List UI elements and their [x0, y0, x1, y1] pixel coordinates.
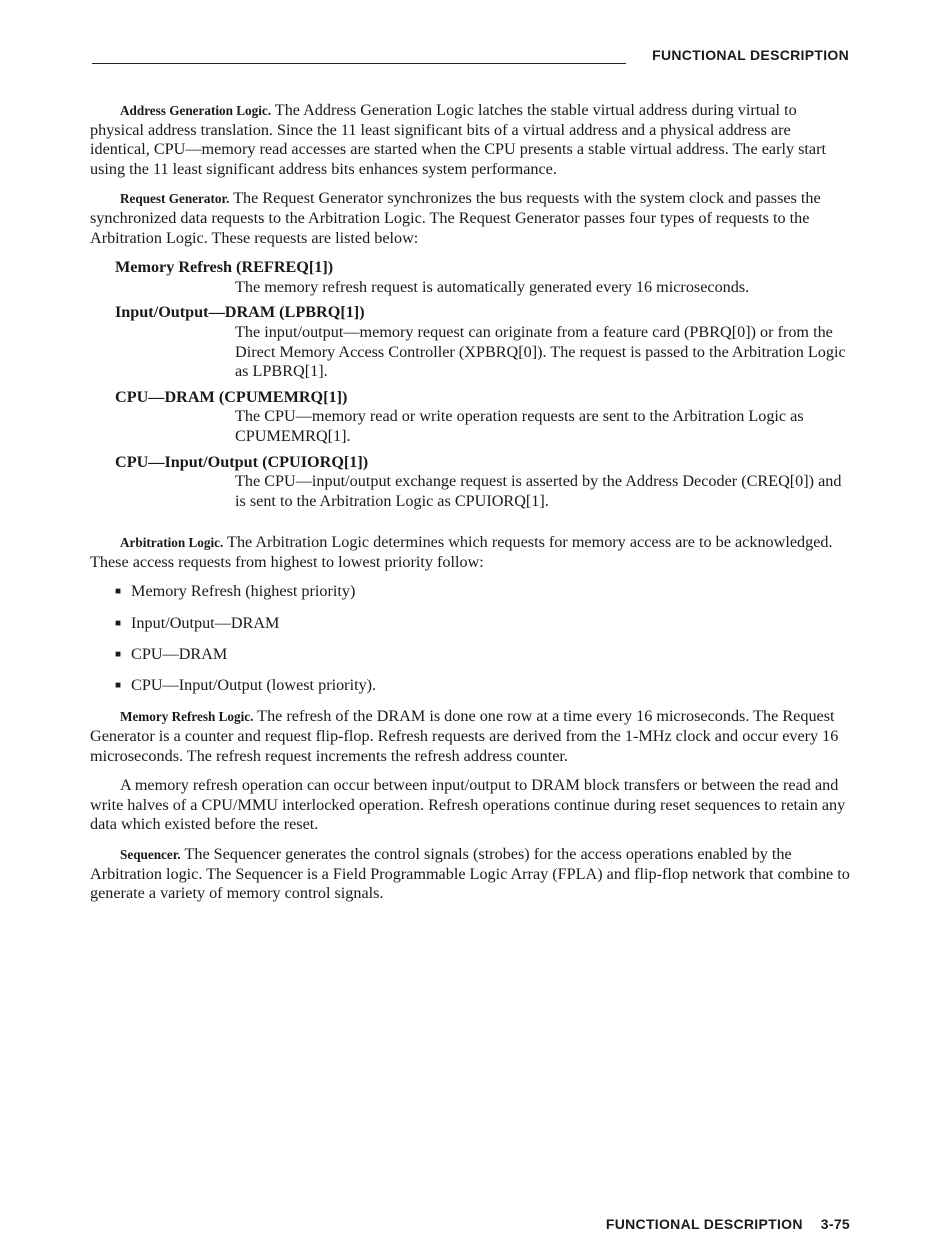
paragraph-text: The Arbitration Logic determines which requests for memory access are to be acknowledged. These access requests from highest to lowest priority follow: [90, 533, 833, 571]
list-item: ■ CPU—Input/Output (lowest priority). [115, 676, 850, 698]
run-in-heading: Memory Refresh Logic. [120, 709, 254, 725]
definition-term: CPU—DRAM (CPUMEMRQ[1]) [115, 387, 348, 406]
running-header: FUNCTIONAL DESCRIPTION [652, 47, 849, 63]
paragraph-text: The Sequencer generates the control signals (strobes) for the access operations enabled by the Arbitration logic. The Sequencer is a Field Programmable Logic Array (FPLA) and flip-flop network that combine to generate a variety of memory control signals. [90, 844, 850, 903]
paragraph-address-generation [90, 101, 850, 179]
run-in-heading: Sequencer. [120, 846, 181, 862]
list-item: ■ CPU—DRAM [115, 645, 850, 667]
definition-term: Input/Output—DRAM (LPBRQ[1]) [115, 303, 365, 322]
request-definition-list [115, 258, 850, 511]
paragraph-sequencer [90, 845, 850, 904]
definition-term: Memory Refresh (REFREQ[1]) [115, 258, 334, 277]
paragraph-arbitration-logic [90, 533, 850, 572]
definition-description: The CPU—memory read or write operation requests are sent to the Arbitration Logic as CPUMEMRQ[1]. [235, 407, 804, 445]
run-in-heading: Arbitration Logic. [120, 535, 224, 551]
priority-list [115, 582, 850, 697]
definition-description: The input/output—memory request can originate from a feature card (PBRQ[0]) or from the Direct Memory Access Controller (XPBRQ[0]). The request is passed to the Arbitration Logic as LPBRQ[1]. [235, 322, 846, 381]
paragraph-text: The refresh of the DRAM is done one row at a time every 16 microseconds. The Request Generator is a counter and request flip-flop. Refresh requests are derived from the 1-MHz clock and occur every 16 microseconds. The refresh request increments the refresh address counter. [90, 707, 839, 765]
definition-term: CPU—Input/Output (CPUIORQ[1]) [115, 452, 369, 471]
paragraph-refresh-operation: A memory refresh operation can occur between input/output to DRAM block transfers or between the read and write halves of a CPU/MMU interlocked operation. Refresh operations continue during reset sequences to retain any data which existed before the reset. [90, 776, 846, 834]
page-number: 3-75 [820, 1216, 850, 1232]
list-item: ■ Input/Output—DRAM [115, 614, 850, 636]
definition-description: The memory refresh request is automatically generated every 16 microseconds. [235, 277, 750, 296]
paragraph-request-generator [90, 189, 850, 248]
list-item: ■ Memory Refresh (highest priority) [115, 582, 850, 604]
definition-description: The CPU—input/output exchange request is asserted by the Address Decoder (CREQ[0]) and is sent to the Arbitration Logic as CPUIORQ[1]. [235, 472, 842, 510]
page-footer [606, 1216, 850, 1232]
run-in-heading: Request Generator. [120, 191, 230, 207]
paragraph-text: The Request Generator synchronizes the bus requests with the system clock and passes the synchronized data requests to the Arbitration Logic. The Request Generator passes four types of requests to the Arbitration Logic. These requests are listed below: [90, 189, 821, 247]
page-body [90, 101, 850, 914]
header-rule [92, 63, 626, 64]
paragraph-memory-refresh-logic [90, 707, 850, 766]
run-in-heading: Address Generation Logic. [120, 103, 272, 118]
paragraph-text: The Address Generation Logic latches the stable virtual address during virtual to physical address translation. Since the 11 least significant bits of a virtual address and a physical address are identical, CPU—memory read accesses are started when the CPU presents a stable virtual address. The early start using the 11 least significant address bits enhances system performance. [90, 101, 826, 178]
footer-title: FUNCTIONAL DESCRIPTION [605, 1216, 803, 1232]
